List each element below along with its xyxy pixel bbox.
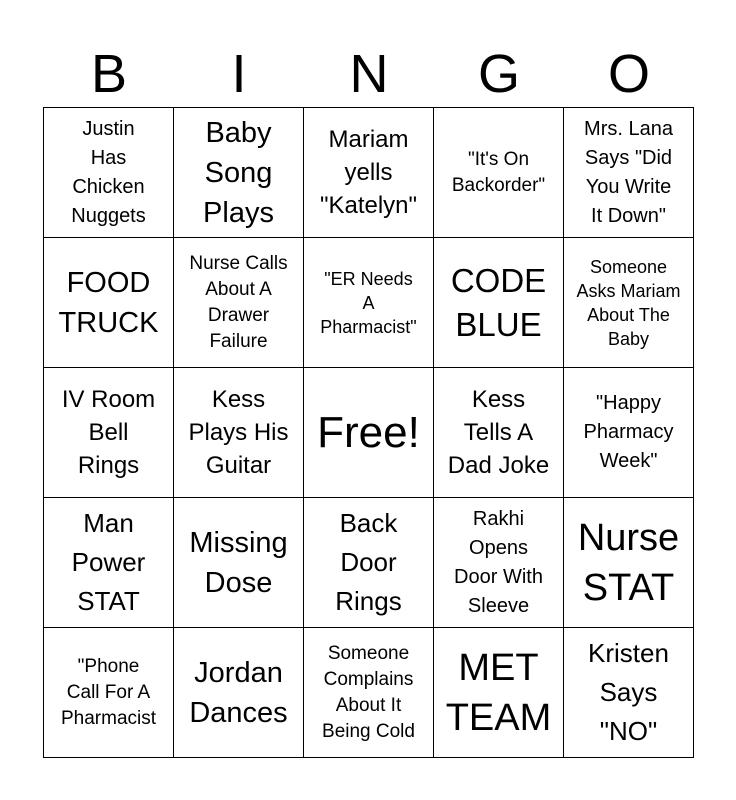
cell-text: CODE BLUE	[450, 261, 547, 343]
cell-text: "Phone Call For A Pharmacist	[60, 655, 157, 729]
cell-text: Someone Asks Mariam About The Baby	[576, 256, 681, 349]
cell-text: Mariam yells "Katelyn"	[319, 126, 418, 219]
bingo-cell[interactable]	[434, 238, 564, 368]
bingo-cell[interactable]	[564, 238, 694, 368]
cell-text: Someone Complains About It Being Cold	[322, 642, 415, 742]
bingo-cell[interactable]	[434, 498, 564, 628]
cell-text: FOOD TRUCK	[58, 266, 159, 339]
bingo-cell[interactable]	[44, 108, 174, 238]
cell-text: Justin Has Chicken Nuggets	[71, 117, 146, 227]
bingo-cell[interactable]	[304, 628, 434, 758]
bingo-cell[interactable]	[174, 368, 304, 498]
cell-text: Kess Plays His Guitar	[188, 386, 289, 479]
bingo-cell[interactable]	[304, 238, 434, 368]
bingo-cell[interactable]	[174, 498, 304, 628]
header-letter-o: O	[607, 44, 650, 104]
bingo-cell[interactable]	[304, 108, 434, 238]
cell-text: Back Door Rings	[335, 508, 402, 616]
bingo-cell[interactable]	[434, 628, 564, 758]
bingo-cell[interactable]	[434, 108, 564, 238]
header-letter-b: B	[90, 44, 128, 104]
bingo-header	[44, 40, 694, 108]
bingo-cell[interactable]	[174, 628, 304, 758]
cell-text: Jordan Dances	[189, 656, 288, 729]
header-letter-i: I	[231, 44, 247, 104]
cell-text: Nurse STAT	[577, 516, 680, 609]
bingo-cell[interactable]	[434, 368, 564, 498]
header-letter-n: N	[349, 44, 389, 104]
bingo-cell[interactable]	[174, 108, 304, 238]
cell-text: MET TEAM	[445, 646, 552, 739]
cell-text: Man Power STAT	[71, 508, 146, 616]
bingo-cell[interactable]	[44, 238, 174, 368]
cell-text: Rakhi Opens Door With Sleeve	[454, 507, 543, 617]
bingo-board	[43, 107, 694, 758]
cell-text: "ER Needs A Pharmacist"	[320, 268, 417, 337]
cell-text: "Happy Pharmacy Week"	[583, 392, 674, 472]
bingo-cell[interactable]	[44, 368, 174, 498]
bingo-cell[interactable]	[564, 108, 694, 238]
bingo-cell[interactable]	[304, 498, 434, 628]
bingo-cell[interactable]	[44, 628, 174, 758]
cell-text: Baby Song Plays	[203, 116, 274, 229]
cell-text: Kristen Says "NO"	[588, 638, 669, 746]
cell-text: Mrs. Lana Says "Did You Write It Down"	[584, 117, 673, 227]
header-letter-g: G	[477, 44, 520, 104]
cell-text: Missing Dose	[189, 526, 288, 599]
cell-text: "It's On Backorder"	[451, 148, 546, 196]
bingo-cell[interactable]	[564, 628, 694, 758]
cell-text: Kess Tells A Dad Joke	[447, 386, 550, 479]
bingo-cell[interactable]	[564, 498, 694, 628]
cell-text: Nurse Calls About A Drawer Failure	[189, 252, 288, 352]
bingo-cell[interactable]	[44, 498, 174, 628]
free-space[interactable]	[304, 368, 434, 498]
bingo-cell[interactable]	[174, 238, 304, 368]
bingo-cell[interactable]	[564, 368, 694, 498]
free-space-label: Free!	[317, 407, 420, 457]
cell-text: IV Room Bell Rings	[61, 386, 156, 479]
